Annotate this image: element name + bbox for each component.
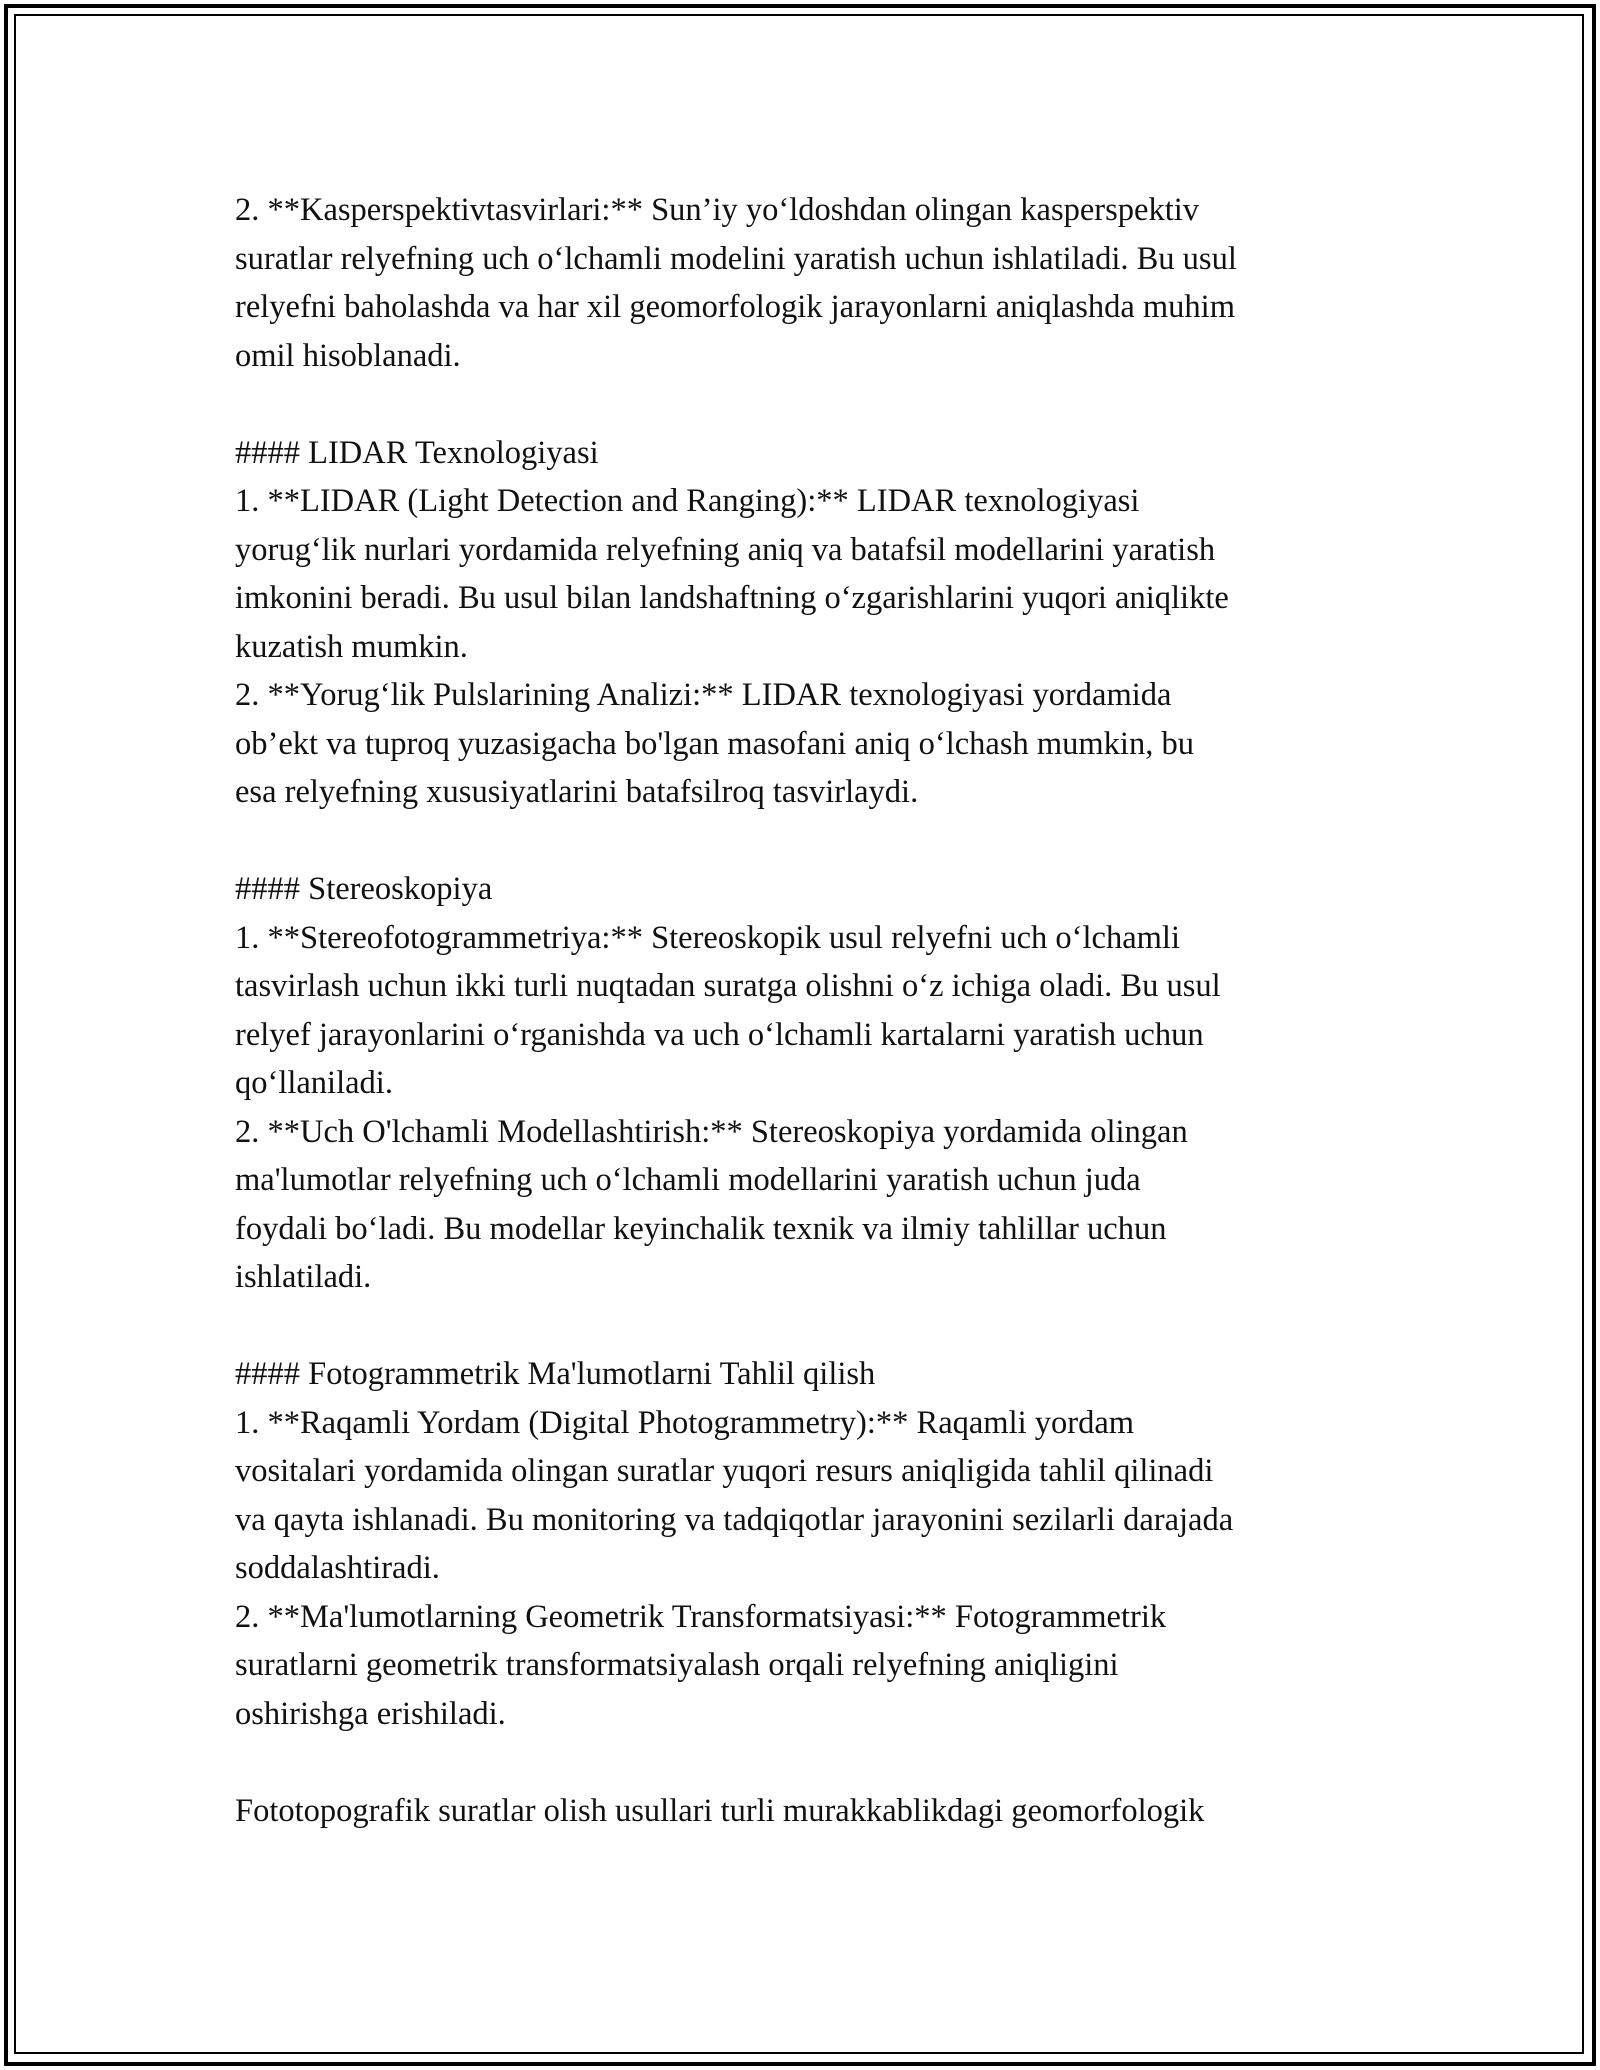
section-heading: #### Fotogrammetrik Ma'lumotlarni Tahlil qilish — [235, 1356, 876, 1392]
stereoskopiya-section — [235, 865, 1385, 1302]
text-line: qo‘llaniladi. — [235, 1065, 393, 1101]
text-line: 2. **Uch O'lchamli Modellashtirish:** Stereoskopiya yordamida olingan — [235, 1113, 1188, 1150]
paragraph-gap — [235, 1302, 1385, 1351]
text-line: 1. **LIDAR (Light Detection and Ranging):** LIDAR texnologiyasi — [235, 483, 1140, 519]
text-line: yorug‘lik nurlari yordamida relyefning aniq va batafsil modellarini yaratish — [235, 531, 1216, 568]
text-line: va qayta ishlanadi. Bu monitoring va tadqiqotlar jarayonini sezilarli darajada — [235, 1501, 1234, 1538]
text-line: omil hisoblanadi. — [235, 337, 461, 374]
text-line: imkonini beradi. Bu usul bilan landshaftning o‘zgarishlarini yuqori aniqlikte — [235, 580, 1229, 616]
text-line: Fototopografik suratlar olish usullari turli murakkablikdagi geomorfologik — [235, 1792, 1205, 1829]
text-line: relyefni baholashda va har xil geomorfologik jarayonlarni aniqlashda muhim — [235, 289, 1235, 325]
section-heading: #### LIDAR Texnologiyasi — [235, 434, 599, 471]
text-line: kuzatish mumkin. — [235, 628, 468, 665]
text-line: ishlatiladi. — [235, 1259, 372, 1295]
text-line: tasvirlash uchun ikki turli nuqtadan suratga olishni o‘z ichiga oladi. Bu usul — [235, 968, 1221, 1004]
paragraph-gap — [235, 817, 1385, 866]
text-line: relyef jarayonlarini o‘rganishda va uch o‘lchamli kartalarni yaratish uchun — [235, 1016, 1204, 1053]
text-line: suratlar relyefning uch o‘lchamli modelini yaratish uchun ishlatiladi. Bu usul — [235, 240, 1237, 277]
text-line: ma'lumotlar relyefning uch o‘lchamli modellarini yaratish uchun juda — [235, 1162, 1141, 1198]
text-line: 2. **Ma'lumotlarning Geometrik Transformatsiyasi:** Fotogrammetrik — [235, 1598, 1167, 1635]
fototopografik-paragraph — [235, 1787, 1385, 1836]
paragraph-gap — [235, 1738, 1385, 1787]
text-line: 1. **Stereofotogrammetriya:** Stereoskopik usul relyefni uch o‘lchamli — [235, 919, 1180, 956]
text-line: 1. **Raqamli Yordam (Digital Photogrammetry):** Raqamli yordam — [235, 1404, 1135, 1441]
section-heading: #### Stereoskopiya — [235, 871, 493, 907]
text-line: 2. **Yorug‘lik Pulslarining Analizi:** LIDAR texnologiyasi yordamida — [235, 677, 1172, 713]
text-line: suratlarni geometrik transformatsiyalash orqali relyefning aniqligini — [235, 1647, 1119, 1683]
text-line: esa relyefning xususiyatlarini batafsilroq tasvirlaydi. — [235, 774, 919, 810]
text-line: 2. **Kasperspektivtasvirlari:** Sun’iy yo‘ldoshdan olingan kasperspektiv — [235, 192, 1200, 228]
text-line: vositalari yordamida olingan suratlar yuqori resurs aniqligida tahlil qilinadi — [235, 1453, 1214, 1489]
text-line: oshirishga erishiladi. — [235, 1695, 506, 1732]
text-line: foydali bo‘ladi. Bu modellar keyinchalik texnik va ilmiy tahlillar uchun — [235, 1210, 1167, 1247]
text-line: ob’ekt va tuproq yuzasigacha bo'lgan masofani aniq o‘lchash mumkin, bu — [235, 725, 1194, 762]
paragraph-gap — [235, 380, 1385, 429]
lidar-section — [235, 429, 1385, 817]
fotogrammetrik-section — [235, 1350, 1385, 1738]
text-line: soddalashtiradi. — [235, 1550, 440, 1586]
document-body — [235, 186, 1385, 1835]
kasperspektiv-paragraph — [235, 186, 1385, 380]
